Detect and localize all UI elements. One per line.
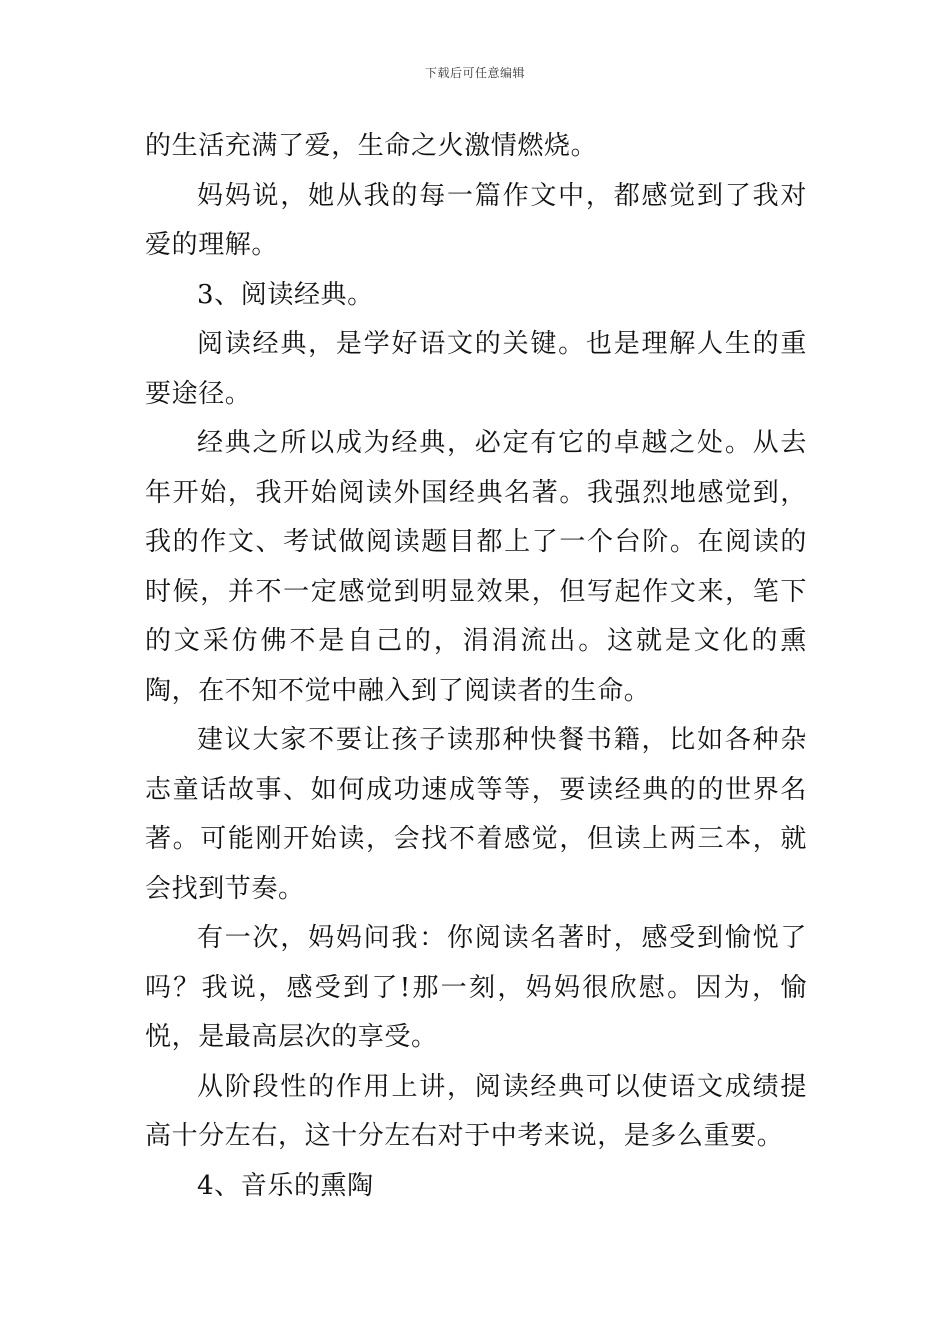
- section-heading-3: 3、阅读经典。: [197, 279, 374, 310]
- paragraph-2: 妈妈说，她从我的每一篇作文中，都感觉到了我对爱的理解。: [145, 180, 807, 260]
- paragraph-5: 经典之所以成为经典，必定有它的卓越之处。从去年开始，我开始阅读外国经典名著。我强烈地感觉到，我的作文、考试做阅读题目都上了一个台阶。在阅读的时候，并不一定感觉到明显效果，但写起作文来，笔下的文采仿佛不是自己的，涓涓流出。这就是文化的熏陶，在不知不觉中融入到了阅读者的生命。: [145, 428, 807, 706]
- paragraph-1: 的生活充满了爱，生命之火激情燃烧。: [145, 131, 598, 161]
- document-body: [145, 122, 807, 1211]
- page-header: 下载后可任意编辑: [424, 66, 525, 80]
- paragraph-8: 从阶段性的作用上讲，阅读经典可以使语文成绩提高十分左右，这十分左右对于中考来说，是多么重要。: [145, 1071, 807, 1151]
- paragraph-7: 有一次，妈妈问我：你阅读名著时，感受到愉悦了吗？我说，感受到了!那一刻，妈妈很欣慰。因为，愉悦，是最高层次的享受。: [145, 923, 807, 1052]
- section-heading-4: 4、音乐的熏陶: [197, 1170, 374, 1201]
- paragraph-4: 阅读经典，是学好语文的关键。也是理解人生的重要途径。: [145, 329, 807, 409]
- paragraph-6: 建议大家不要让孩子读那种快餐书籍，比如各种杂志童话故事、如何成功速成等等，要读经典的的世界名著。可能刚开始读，会找不着感觉，但读上两三本，就会找到节奏。: [145, 725, 807, 904]
